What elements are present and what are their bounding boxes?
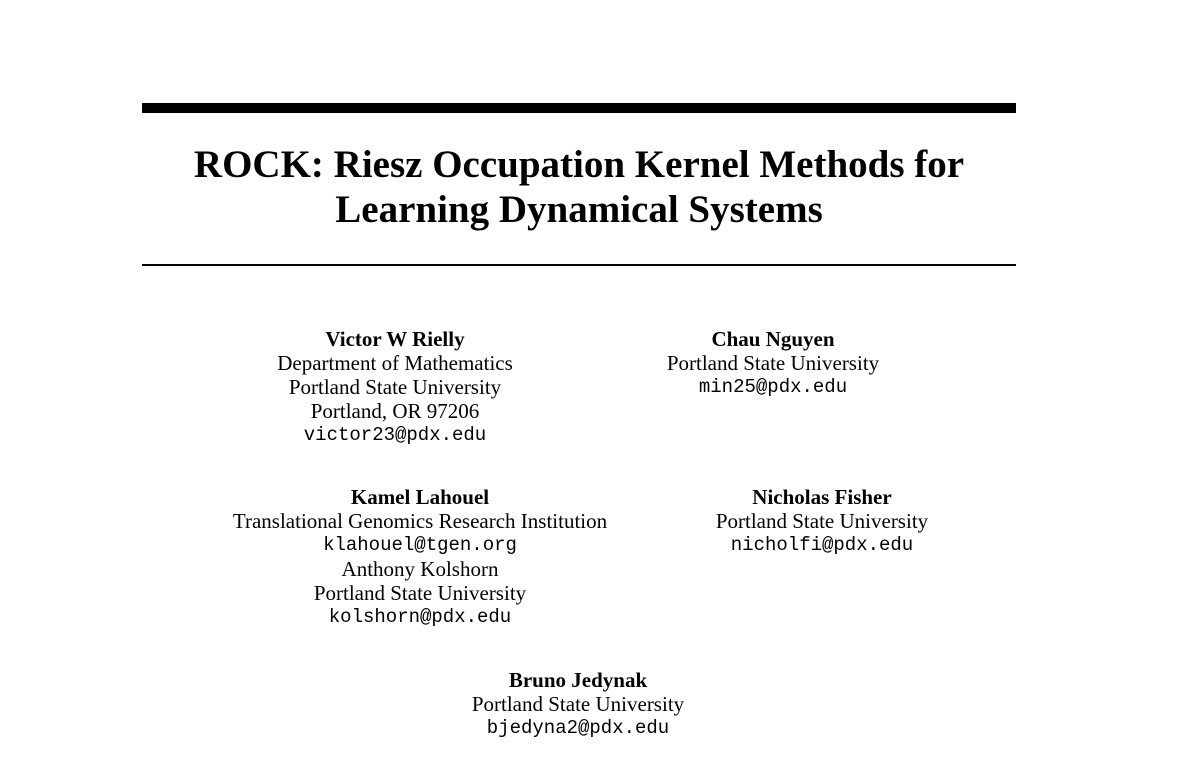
title-bottom-rule — [142, 264, 1016, 266]
author-name: Nicholas Fisher — [752, 485, 892, 509]
author-email: bjedyna2@pdx.edu — [486, 717, 670, 739]
author-block-fisher — [622, 485, 1022, 557]
author-affiliation: Portland State University — [471, 692, 685, 716]
author-block-rielly — [195, 327, 595, 447]
coauthor-name: Anthony Kolshorn — [341, 557, 499, 581]
coauthor-affiliation: Portland State University — [313, 581, 527, 605]
author-affiliation: Portland State University — [288, 375, 502, 399]
author-affiliation: Department of Mathematics — [277, 351, 513, 375]
author-name: Bruno Jedynak — [508, 668, 648, 692]
author-name: Chau Nguyen — [711, 327, 835, 351]
author-name: Victor W Rielly — [325, 327, 465, 351]
author-email: victor23@pdx.edu — [303, 424, 487, 446]
author-block-jedynak — [378, 668, 778, 740]
author-block-lahouel — [200, 485, 640, 629]
author-email: min25@pdx.edu — [698, 376, 848, 398]
paper-title — [142, 142, 1016, 232]
author-affiliation: Translational Genomics Research Institution — [232, 509, 608, 533]
author-name: Kamel Lahouel — [350, 485, 490, 509]
author-email: klahouel@tgen.org — [323, 534, 517, 556]
author-affiliation: Portland State University — [715, 509, 929, 533]
paper-title-line-1: ROCK: Riesz Occupation Kernel Methods for — [193, 143, 965, 186]
coauthor-email: kolshorn@pdx.edu — [328, 606, 512, 628]
author-email: nicholfi@pdx.edu — [730, 534, 914, 556]
author-block-nguyen — [573, 327, 973, 399]
author-affiliation: Portland, OR 97206 — [310, 399, 480, 423]
title-top-rule — [142, 103, 1016, 113]
author-affiliation: Portland State University — [666, 351, 880, 375]
paper-title-line-2: Learning Dynamical Systems — [335, 188, 823, 231]
